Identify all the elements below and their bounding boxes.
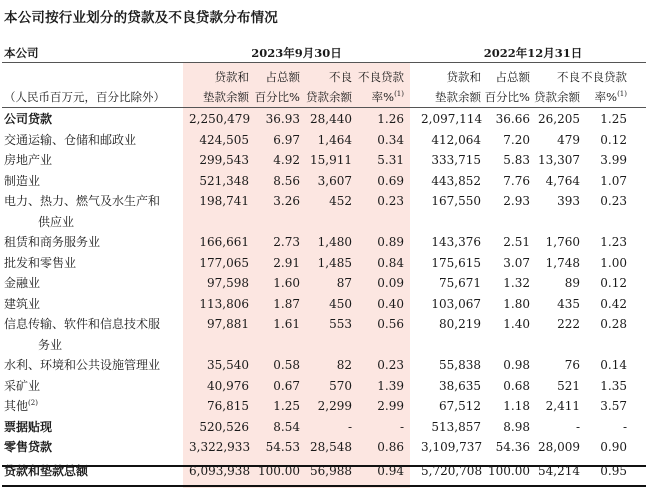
table-cell: 1,760	[545, 235, 580, 249]
table-cell: 0.42	[600, 296, 627, 311]
table-cell: 0.14	[600, 358, 627, 372]
table-cell: 2,097,114	[421, 112, 483, 126]
table-cell: 28,009	[538, 440, 580, 454]
row-label: 批发和零售业	[4, 255, 77, 270]
table-cell: 3.26	[273, 194, 300, 208]
table-cell: 1.18	[503, 399, 530, 413]
table-cell: 1,480	[317, 235, 352, 249]
table-cell: 0.40	[377, 296, 404, 311]
table-cell: 0.58	[273, 358, 300, 372]
table-cell: 40,976	[207, 378, 249, 393]
table-cell: 36.93	[265, 112, 300, 126]
table-cell: 5.83	[503, 153, 530, 167]
page-title: 本公司按行业划分的贷款及不良贷款分布情况	[4, 10, 278, 26]
table-cell: 0.98	[503, 358, 530, 372]
table-cell: 103,067	[431, 296, 481, 311]
table-cell: 28,440	[310, 112, 352, 126]
table-cell: 6.97	[273, 132, 300, 147]
table-cell: 1.39	[377, 378, 404, 393]
table-cell: 2,299	[317, 399, 352, 413]
table-cell: 100.00	[258, 463, 300, 478]
table-cell: 2,411	[545, 399, 580, 413]
table-cell: 54.53	[265, 440, 300, 454]
table-cell: 177,065	[199, 255, 249, 270]
table-cell: 36.66	[495, 112, 530, 126]
row-label: 信息传输、软件和信息技术服	[4, 317, 161, 331]
table-cell: 2.73	[273, 235, 300, 249]
table-cell: 0.89	[377, 235, 404, 249]
table-cell: 1.25	[273, 399, 300, 413]
table-cell: 0.23	[377, 194, 404, 208]
table-cell: 35,540	[207, 358, 249, 372]
table-cell: 54.36	[495, 440, 530, 454]
table-cell: 2.51	[503, 235, 530, 249]
table-cell: 1.40	[503, 317, 530, 331]
table-cell: 424,505	[199, 132, 249, 147]
row-label: 电力、热力、燃气及水生产和	[4, 194, 161, 208]
row-label: 零售贷款	[4, 440, 53, 454]
period-rule-2	[420, 62, 646, 63]
table-cell: 393	[557, 194, 580, 208]
table-cell: 1.61	[273, 317, 300, 331]
column-header: 不良贷款	[581, 70, 627, 84]
table-cell: 1.00	[600, 255, 627, 270]
column-header: 贷款和	[446, 70, 481, 84]
table-cell: 513,857	[431, 419, 481, 434]
table-cell: 55,838	[439, 358, 481, 372]
table-cell: 521	[557, 378, 580, 393]
table-cell: 167,550	[431, 194, 481, 208]
table-cell: 0.67	[273, 378, 300, 393]
row-label: 建筑业	[4, 296, 41, 311]
table-cell: 443,852	[431, 173, 481, 188]
table-cell: 13,307	[538, 153, 580, 167]
column-header: 率%$^{(1)}$	[371, 90, 404, 104]
table-cell: 5,720,708	[421, 463, 483, 478]
table-cell: 452	[329, 194, 352, 208]
table-cell: 80,219	[439, 317, 481, 331]
table-cell: 1.07	[600, 173, 627, 188]
table-cell: 2.93	[503, 194, 530, 208]
row-label-continued: 务业	[38, 337, 63, 352]
column-header: 不良	[329, 70, 352, 84]
row-label: 制造业	[4, 173, 41, 188]
table-cell: 1.32	[503, 276, 530, 290]
table-cell: 333,715	[431, 153, 481, 167]
table-cell: 113,806	[199, 296, 249, 311]
table-cell: 2.99	[377, 399, 404, 413]
column-header: 占总额	[495, 70, 530, 84]
table-bottom-rule	[2, 485, 646, 487]
table-cell: 89	[564, 276, 580, 290]
table-cell: 28,548	[310, 440, 352, 454]
table-cell: -	[575, 419, 580, 434]
row-label: 租赁和商务服务业	[4, 235, 101, 249]
table-cell: 8.56	[273, 173, 300, 188]
table-cell: -	[622, 419, 627, 434]
table-cell: 0.12	[600, 276, 627, 290]
table-cell: 67,512	[439, 399, 481, 413]
table-cell: 570	[329, 378, 352, 393]
table-cell: 97,881	[207, 317, 249, 331]
table-cell: 3.57	[600, 399, 627, 413]
header-bottom-rule	[2, 107, 646, 108]
table-cell: 2.91	[273, 255, 300, 270]
table-cell: 222	[557, 317, 580, 331]
table-cell: 1.25	[600, 112, 627, 126]
column-header: 不良	[557, 70, 580, 84]
row-label: 金融业	[4, 276, 41, 290]
table-cell: 82	[336, 358, 352, 372]
entity-label: 本公司	[4, 46, 39, 60]
table-cell: 56,988	[310, 463, 352, 478]
period-label: 2023年9月30日	[251, 46, 342, 60]
table-cell: 0.09	[377, 276, 404, 290]
table-cell: 97,598	[207, 276, 249, 290]
column-header: 不良贷款	[358, 70, 404, 84]
table-cell: 0.28	[600, 317, 627, 331]
table-cell: 450	[329, 296, 352, 311]
column-header: 百分比%	[484, 90, 530, 104]
column-header: 垫款余额	[435, 90, 481, 104]
table-cell: 1.87	[273, 296, 300, 311]
table-cell: 100.00	[488, 463, 530, 478]
table-cell: 0.94	[377, 463, 404, 478]
table-cell: 38,635	[439, 378, 481, 393]
table-cell: 520,526	[199, 419, 249, 434]
table-cell: 1.26	[377, 112, 404, 126]
column-header: 百分比%	[254, 90, 300, 104]
table-cell: 75,671	[439, 276, 481, 290]
row-label: 采矿业	[4, 378, 41, 393]
column-header: 占总额	[265, 70, 300, 84]
table-cell: 0.23	[377, 358, 404, 372]
table-cell: 15,911	[310, 153, 352, 167]
table-cell: 412,064	[431, 132, 481, 147]
table-cell: 1.35	[600, 378, 627, 393]
column-header: 贷款和	[214, 70, 249, 84]
table-cell: 1.80	[503, 296, 530, 311]
table-cell: 479	[557, 132, 580, 147]
table-cell: 1,485	[317, 255, 352, 270]
table-cell: 54,214	[538, 463, 580, 478]
table-cell: 299,543	[199, 153, 249, 167]
unit-note: （人民币百万元，百分比除外）	[4, 90, 165, 104]
column-header: 贷款余额	[534, 90, 580, 104]
row-label-continued: 供应业	[38, 214, 75, 229]
column-header: 垫款余额	[203, 90, 249, 104]
row-label: 公司贷款	[4, 112, 53, 126]
table-cell: 7.20	[503, 132, 530, 147]
table-cell: 3,109,737	[421, 440, 483, 454]
table-cell: -	[347, 419, 352, 434]
table-cell: 4.92	[273, 153, 300, 167]
table-cell: 3,322,933	[189, 440, 251, 454]
table-cell: 3,607	[317, 173, 352, 188]
table-cell: 143,376	[431, 235, 481, 249]
table-cell: 0.90	[600, 440, 627, 454]
row-label: 票据贴现	[4, 419, 53, 434]
table-cell: 0.23	[600, 194, 627, 208]
row-label: 房地产业	[4, 153, 53, 167]
table-cell: 175,615	[431, 255, 481, 270]
table-cell: 87	[336, 276, 352, 290]
table-cell: 76	[564, 358, 580, 372]
table-cell: 198,741	[199, 194, 249, 208]
table-cell: -	[399, 419, 404, 434]
table-cell: 0.69	[377, 173, 404, 188]
table-cell: 2,250,479	[189, 112, 251, 126]
table-cell: 26,205	[538, 112, 580, 126]
table-cell: 435	[557, 296, 580, 311]
table-cell: 0.56	[377, 317, 404, 331]
table-cell: 3.07	[503, 255, 530, 270]
table-cell: 0.68	[503, 378, 530, 393]
table-cell: 521,348	[199, 173, 249, 188]
table-cell: 8.98	[503, 419, 530, 434]
column-header: 率%$^{(1)}$	[594, 90, 627, 104]
row-label: 贷款和垫款总额	[4, 463, 89, 478]
table-cell: 1,464	[317, 132, 352, 147]
table-cell: 8.54	[273, 419, 300, 434]
table-cell: 1.60	[273, 276, 300, 290]
table-cell: 76,815	[207, 399, 249, 413]
table-cell: 5.31	[377, 153, 404, 167]
table-cell: 0.12	[600, 132, 627, 147]
row-label: 其他$^{(2)}$	[4, 399, 38, 413]
table-cell: 1,748	[545, 255, 580, 270]
table-cell: 0.95	[600, 463, 627, 478]
row-label: 水利、环境和公共设施管理业	[4, 358, 161, 372]
table-cell: 7.76	[503, 173, 530, 188]
table-cell: 0.86	[377, 440, 404, 454]
table-cell: 1.23	[600, 235, 627, 249]
column-header: 贷款余额	[306, 90, 352, 104]
row-label: 交通运输、仓储和邮政业	[4, 132, 137, 147]
table-cell: 6,093,938	[189, 463, 251, 478]
table-cell: 0.84	[377, 255, 404, 270]
table-cell: 553	[329, 317, 352, 331]
period-rule-1	[185, 62, 408, 63]
table-cell: 4,764	[545, 173, 580, 188]
period-label: 2022年12月31日	[483, 46, 583, 60]
table-cell: 3.99	[600, 153, 627, 167]
table-cell: 166,661	[199, 235, 249, 249]
table-cell: 0.34	[377, 132, 404, 147]
